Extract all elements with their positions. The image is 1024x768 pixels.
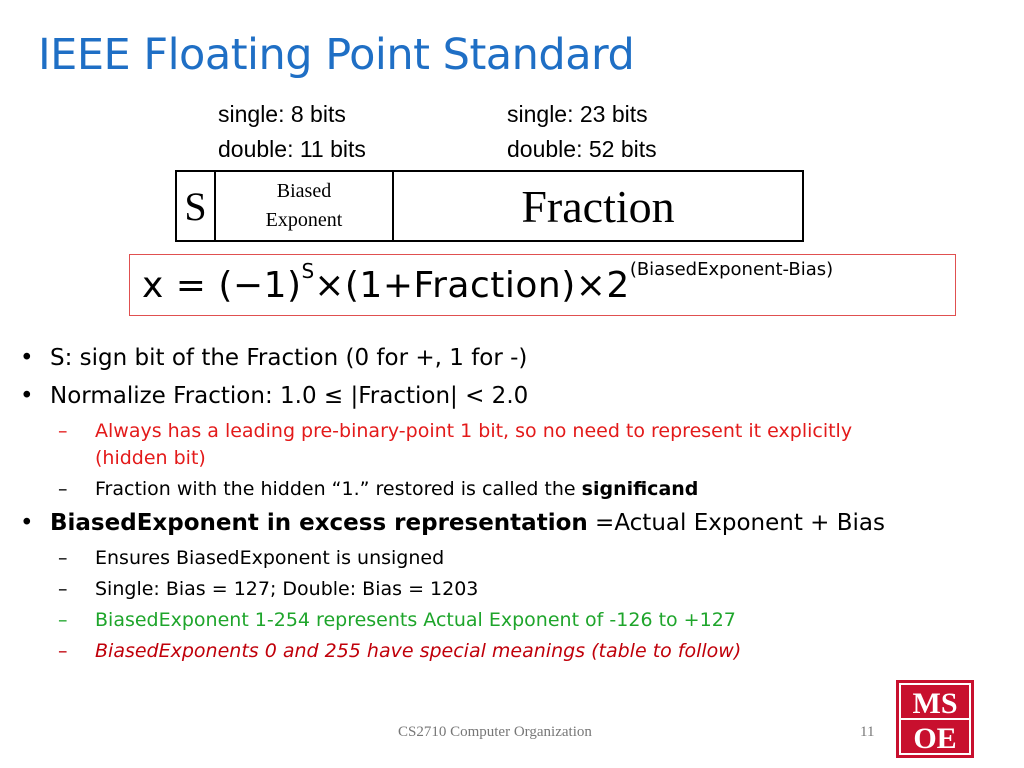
bullet-text: Normalize Fraction: 1.0 ≤ |Fraction| < 2.0: [50, 383, 529, 409]
sub-bullet-text: Ensures BiasedExponent is unsigned: [95, 547, 445, 569]
sub-bullet-item: [18, 576, 918, 603]
formula-sign-exponent: S: [301, 259, 315, 283]
exponent-double-bits: double: 11 bits: [218, 136, 366, 162]
bullet-item: [18, 342, 918, 375]
bullet-text: =Actual Exponent + Bias: [587, 510, 885, 536]
sub-bullet-text: Always has a leading pre-binary-point 1 bit, so no need to represent it explicitly (hidden bit): [95, 420, 853, 469]
footer-text: CS2710 Computer Organization: [398, 724, 592, 740]
sub-bullet-item: [18, 418, 918, 472]
sub-bullet-text: BiasedExponent 1-254 represents Actual Exponent of -126 to +127: [95, 609, 736, 631]
exponent-single-bits: single: 8 bits: [218, 101, 346, 127]
float-format-diagram: [175, 170, 804, 242]
exponent-bit-sizes: [218, 97, 366, 167]
formula-box: [129, 254, 956, 316]
fraction-single-bits: single: 23 bits: [507, 101, 648, 127]
fraction-double-bits: double: 52 bits: [507, 136, 657, 162]
bullet-text-bold: BiasedExponent in excess representation: [50, 510, 588, 536]
sub-bullet-item: [18, 607, 918, 634]
dash-mark: –: [58, 609, 68, 631]
dash-mark: –: [58, 578, 68, 600]
formula-lhs: x = (−1): [142, 264, 302, 306]
dash-mark: –: [58, 420, 68, 442]
sub-bullet-item: [18, 476, 918, 503]
sub-bullet-text: BiasedExponents 0 and 255 have special meanings (table to follow): [95, 640, 742, 662]
page-number: 11: [860, 724, 875, 740]
sign-field: S: [177, 172, 216, 240]
sub-bullet-text: Fraction with the hidden “1.” restored is called the: [95, 478, 582, 500]
significand-term: significand: [581, 478, 699, 500]
svg-text:MS: MS: [912, 687, 958, 720]
formula-middle: ×(1+Fraction)×2: [314, 264, 630, 306]
sub-bullet-item: [18, 638, 918, 665]
bullet-list: [18, 342, 918, 669]
bullet-mark: •: [20, 510, 34, 536]
fraction-field: Fraction: [521, 180, 675, 232]
formula-power: (BiasedExponent-Bias): [629, 258, 834, 280]
sub-bullet-item: [18, 545, 918, 572]
exponent-field: [216, 172, 394, 240]
dash-mark: –: [58, 640, 68, 662]
exponent-field-line1: Biased: [276, 180, 332, 202]
bullet-item: [18, 507, 918, 540]
msoe-logo: [896, 680, 974, 758]
bullet-text: S: sign bit of the Fraction (0 for +, 1 for -): [50, 345, 528, 371]
fraction-bit-sizes: [507, 97, 657, 167]
slide-title: IEEE Floating Point Standard: [38, 30, 635, 80]
sub-bullet-text: Single: Bias = 127; Double: Bias = 1203: [95, 578, 479, 600]
exponent-field-line2: Exponent: [265, 209, 343, 231]
svg-text:OE: OE: [913, 722, 957, 755]
dash-mark: –: [58, 478, 68, 500]
bullet-item: [18, 380, 918, 413]
dash-mark: –: [58, 547, 68, 569]
bullet-mark: •: [20, 383, 34, 409]
bullet-mark: •: [20, 345, 34, 371]
